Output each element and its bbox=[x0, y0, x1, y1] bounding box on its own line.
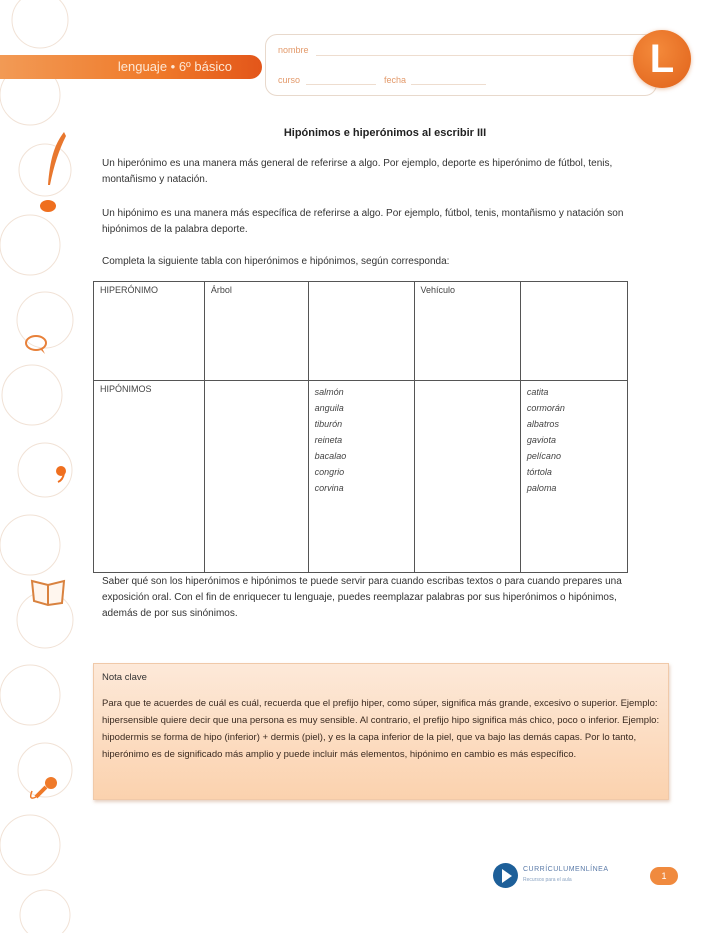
list-item: tórtola bbox=[526, 467, 552, 477]
row-label-hyponyms: HIPÓNIMOS bbox=[94, 381, 205, 573]
note-title: Nota clave bbox=[102, 672, 147, 683]
list-item: anguila bbox=[314, 403, 344, 413]
microphone-icon bbox=[24, 775, 60, 805]
curriculum-logo bbox=[493, 862, 633, 890]
open-book-icon bbox=[28, 575, 68, 607]
table-cell: Vehículo bbox=[414, 282, 520, 381]
list-item: gaviota bbox=[526, 435, 556, 445]
page-number: 1 bbox=[650, 867, 678, 885]
hyponym-table bbox=[93, 281, 628, 573]
table-cell-blank[interactable] bbox=[308, 282, 414, 381]
list-item: pelícano bbox=[526, 451, 561, 461]
date-label: fecha bbox=[384, 75, 407, 85]
hyperonym-definition: Un hiperónimo es una manera más general de referirse a algo. Por ejemplo, deporte es hiperónimo de fútbol, tenis, montañismo y natación. bbox=[102, 158, 613, 185]
list-item: bacalao bbox=[314, 451, 347, 461]
table-cell-blank[interactable] bbox=[414, 381, 520, 573]
logo-tagline: Recursos para el aula bbox=[523, 877, 572, 883]
name-label: nombre bbox=[278, 45, 309, 55]
list-item: salmón bbox=[314, 387, 344, 397]
table-row-hyponyms bbox=[94, 381, 628, 573]
table-cell-blank[interactable] bbox=[520, 282, 627, 381]
quill-icon bbox=[44, 130, 68, 190]
subject-banner bbox=[0, 55, 262, 79]
after-table-text: Saber qué son los hiperónimos e hipónimos te puede servir para cuando escribas textos o para cuando prepares una exposición oral. Con el fin de enriquecer tu lenguaje, puedes reemplazar palabras por sus hiperónimos o hipónimos, además de por sus sinónimos. bbox=[102, 576, 622, 619]
course-label: curso bbox=[278, 75, 301, 85]
table-row-hyperonym bbox=[94, 282, 628, 381]
worksheet-title: Hipónimos e hiperónimos al escribir III bbox=[283, 127, 487, 139]
list-item: paloma bbox=[526, 483, 557, 493]
list-item: congrio bbox=[314, 467, 345, 477]
list-item: corvina bbox=[314, 483, 344, 493]
name-field[interactable] bbox=[316, 55, 636, 56]
subject-label: lenguaje • 6º básico bbox=[117, 59, 232, 74]
instruction-text: Completa la siguiente tabla con hiperónimos e hipónimos, según corresponda: bbox=[102, 256, 450, 267]
inkpot-icon bbox=[38, 197, 58, 213]
student-info-box bbox=[265, 34, 657, 96]
comma-icon bbox=[54, 465, 68, 483]
list-item: cormorán bbox=[526, 403, 565, 413]
table-cell-blank[interactable] bbox=[204, 381, 308, 573]
hyponym-definition: Un hipónimo es una manera más específica de referirse a algo. Por ejemplo, fútbol, tenis, montañismo y natación son hipónimos de la palabra deporte. bbox=[102, 208, 624, 235]
table-cell-fish-list bbox=[308, 381, 414, 573]
list-item: reineta bbox=[314, 435, 343, 445]
table-cell-bird-list bbox=[520, 381, 627, 573]
table-cell: Árbol bbox=[204, 282, 308, 381]
key-note-box bbox=[93, 663, 669, 800]
play-icon bbox=[493, 863, 518, 888]
list-item: tiburón bbox=[314, 419, 343, 429]
logo-name: CURRÍCULUMENLÍNEA bbox=[523, 866, 609, 873]
subject-badge: L bbox=[633, 30, 691, 88]
list-item: catita bbox=[526, 387, 549, 397]
speech-bubble-icon bbox=[24, 333, 50, 355]
list-item: albatros bbox=[526, 419, 559, 429]
date-field[interactable] bbox=[411, 84, 486, 85]
note-body: Para que te acuerdes de cuál es cuál, recuerda que el prefijo hiper, como súper, significa más grande, excesivo o superior. Ejemplo: hipersensible quiere decir que una persona es muy sensible. Al contrario, el prefijo hipo significa más chico, poco o inferior. Ejemplo: hipodermis se forma de hipo (inferior) + dermis (piel), y es la capa inferior de la piel, que va bajo las demás capas. Por lo tanto, hiperónimo es de significado más amplio y puede incluir más elementos, hipónimo en cambio es más específico. bbox=[102, 698, 660, 760]
course-field[interactable] bbox=[306, 84, 376, 85]
row-label-hyperonym: HIPERÓNIMO bbox=[94, 282, 205, 381]
